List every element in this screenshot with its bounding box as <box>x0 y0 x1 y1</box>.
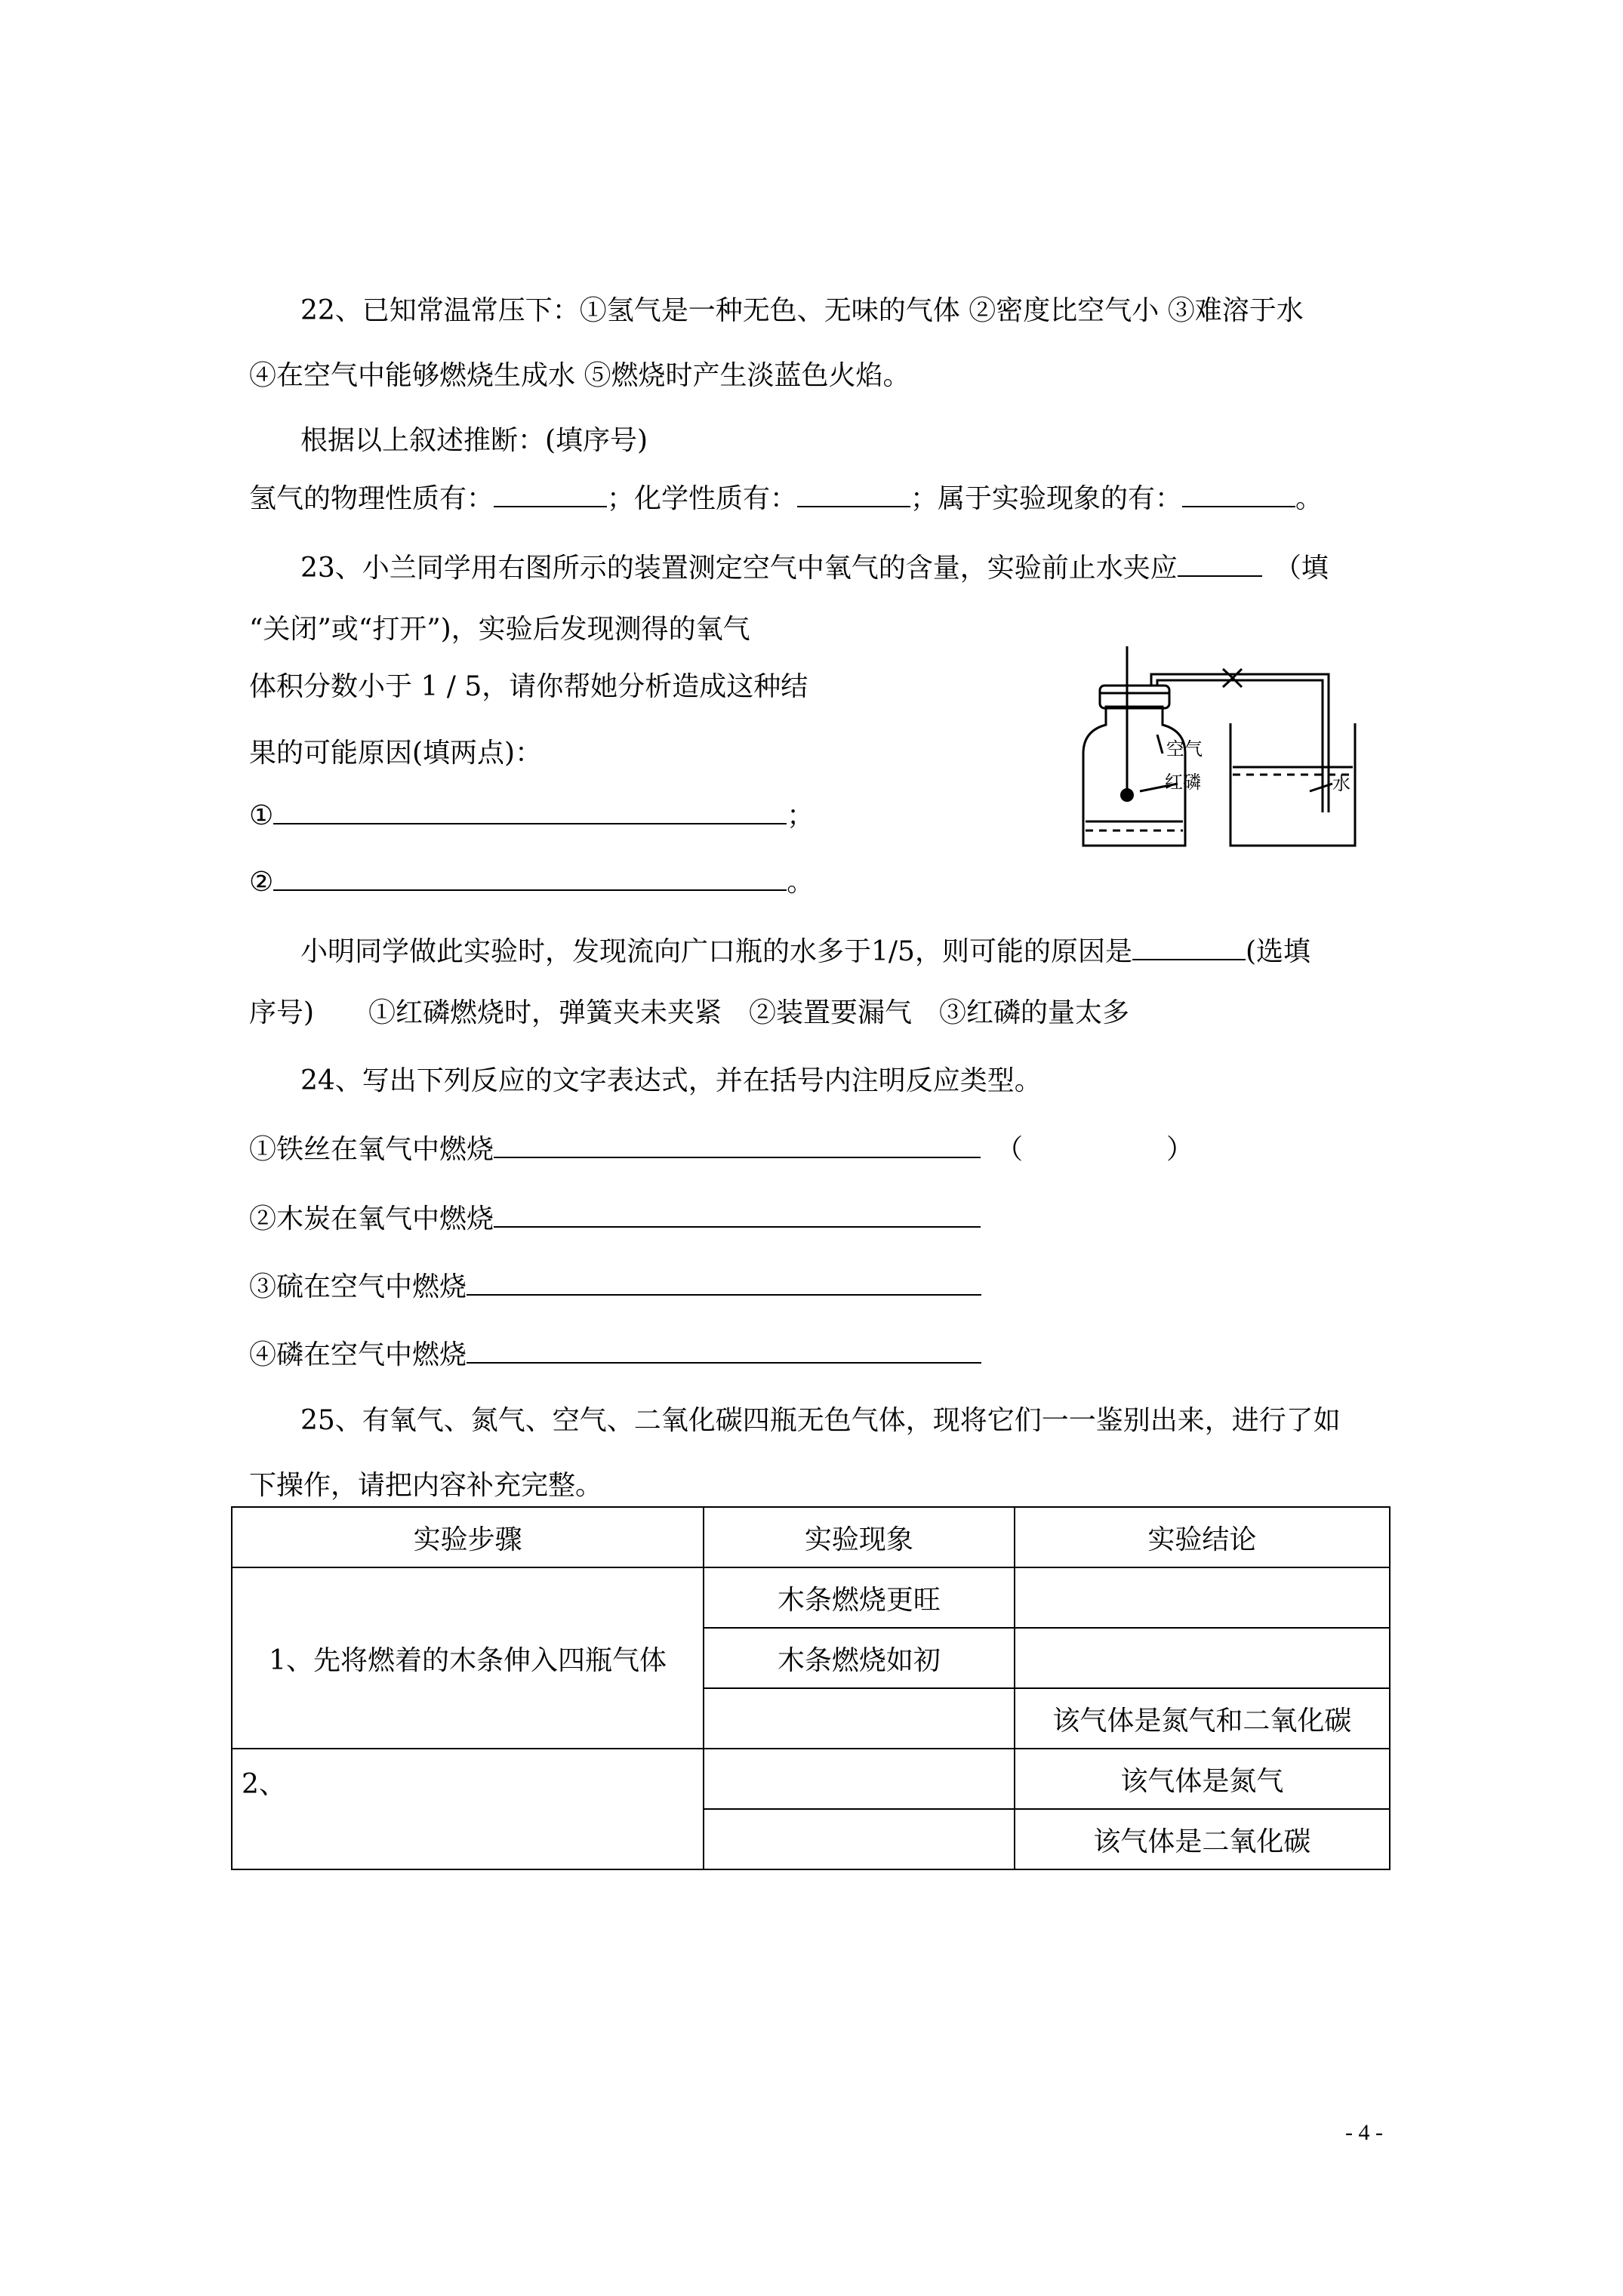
table-row <box>232 1749 1390 1809</box>
table-header: 实验现象 <box>704 1507 1014 1567</box>
q22-phen-blank[interactable] <box>1182 480 1295 507</box>
q23-clip-blank[interactable] <box>1178 550 1262 577</box>
table-header: 实验结论 <box>1015 1507 1390 1567</box>
table-header: 实验步骤 <box>232 1507 704 1567</box>
table-cell-step2: 2、 <box>232 1749 704 1869</box>
q23-line2: “关闭”或“打开”)，实验后发现测得的氧气 <box>249 614 750 645</box>
q24-r1-paren-close: ） <box>1166 1134 1194 1165</box>
q22-phen-label: ；属于实验现象的有： <box>910 483 1183 514</box>
page-number: - 4 - <box>1345 2120 1383 2145</box>
table-cell-obs4[interactable] <box>704 1749 1014 1809</box>
q24-r4-blank[interactable] <box>467 1336 981 1364</box>
fig-label-water: 水 <box>1332 773 1350 794</box>
q22-answer-row <box>249 480 1323 516</box>
q24-r1-blank[interactable] <box>494 1131 981 1158</box>
table-cell-con3: 该气体是氮气和二氧化碳 <box>1015 1688 1390 1749</box>
q24-r2-blank[interactable] <box>494 1200 981 1228</box>
table-cell-obs1: 木条燃烧更旺 <box>704 1567 1014 1628</box>
table-cell-obs2: 木条燃烧如初 <box>704 1628 1014 1688</box>
q23-line5-end: (选填 <box>1245 936 1310 967</box>
q23-line1 <box>300 550 1329 585</box>
q23-reason1-end: ； <box>787 800 815 831</box>
q25-line1: 25、有氧气、氮气、空气、二氧化碳四瓶无色气体，现将它们一一鉴别出来，进行了如 <box>300 1405 1341 1436</box>
apparatus-figure <box>1053 640 1370 859</box>
q24-row4 <box>249 1336 981 1372</box>
q23-reason1-row <box>249 797 814 833</box>
q24-r3-blank[interactable] <box>467 1268 981 1296</box>
experiment-table <box>231 1506 1390 1870</box>
table-row <box>232 1567 1390 1628</box>
q24-r2-label: ②木炭在氧气中燃烧 <box>249 1203 494 1234</box>
q23-line5-text: 小明同学做此实验时，发现流向广口瓶的水多于1/5，则可能的原因是 <box>300 936 1132 967</box>
q23-line4: 果的可能原因(填两点)： <box>249 738 543 769</box>
q24-r4-label: ④磷在空气中燃烧 <box>249 1339 467 1370</box>
q22-phys-blank[interactable] <box>494 480 607 507</box>
table-cell-con1[interactable] <box>1015 1567 1390 1628</box>
q24-title: 24、写出下列反应的文字表达式，并在括号内注明反应类型。 <box>300 1065 1042 1096</box>
q22-line1: 22、已知常温常压下：①氢气是一种无色、无味的气体 ②密度比空气小 ③难溶于水 <box>300 295 1304 326</box>
q24-r1-paren-open: （ <box>996 1134 1024 1165</box>
q24-r1-label: ①铁丝在氧气中燃烧 <box>249 1134 494 1165</box>
q24-row1 <box>249 1131 1193 1166</box>
q23-reason1-marker: ① <box>249 800 274 831</box>
q23-reason2-blank[interactable] <box>273 864 787 891</box>
table-cell-con4: 该气体是氮气 <box>1015 1749 1390 1809</box>
table-header-row <box>232 1507 1390 1567</box>
q22-line2: ④在空气中能够燃烧生成水 ⑤燃烧时产生淡蓝色火焰。 <box>249 360 910 391</box>
q23-cause-blank[interactable] <box>1132 933 1246 960</box>
table-cell-con5: 该气体是二氧化碳 <box>1015 1809 1390 1869</box>
q22-chem-blank[interactable] <box>797 480 910 507</box>
table-cell-con2[interactable] <box>1015 1628 1390 1688</box>
red-phosphorus <box>1120 788 1134 802</box>
q22-phys-label: 氢气的物理性质有： <box>249 483 494 514</box>
fig-label-phosphorus: 红磷 <box>1165 772 1201 793</box>
fig-label-air: 空气 <box>1166 738 1203 760</box>
q22-chem-label: ；化学性质有： <box>607 483 798 514</box>
q24-r3-label: ③硫在空气中燃烧 <box>249 1271 467 1302</box>
q23-line1-end: （填 <box>1273 553 1329 584</box>
q24-row3 <box>249 1268 981 1304</box>
clamp <box>1223 669 1242 687</box>
q23-reason2-row <box>249 864 814 899</box>
q25-line2: 下操作，请把内容补充完整。 <box>249 1470 603 1501</box>
table-cell-step1: 1、先将燃着的木条伸入四瓶气体 <box>232 1567 704 1749</box>
q23-line6: 序号) ①红磷燃烧时，弹簧夹未夹紧 ②装置要漏气 ③红磷的量太多 <box>249 997 1130 1028</box>
q22-line3: 根据以上叙述推断：(填序号) <box>300 425 648 456</box>
q23-reason2-end: 。 <box>787 867 815 898</box>
q22-end: 。 <box>1295 483 1323 514</box>
q23-line1-text: 23、小兰同学用右图所示的装置测定空气中氧气的含量，实验前止水夹应 <box>300 553 1178 584</box>
q24-row2 <box>249 1200 981 1236</box>
table-cell-obs3[interactable] <box>704 1688 1014 1749</box>
q23-reason2-marker: ② <box>249 867 274 898</box>
table-cell-obs5[interactable] <box>704 1809 1014 1869</box>
q23-line5 <box>300 933 1310 969</box>
stopper <box>1100 686 1169 708</box>
q23-reason1-blank[interactable] <box>273 797 787 824</box>
q23-line3: 体积分数小于 1 / 5，请你帮她分析造成这种结 <box>249 671 808 702</box>
